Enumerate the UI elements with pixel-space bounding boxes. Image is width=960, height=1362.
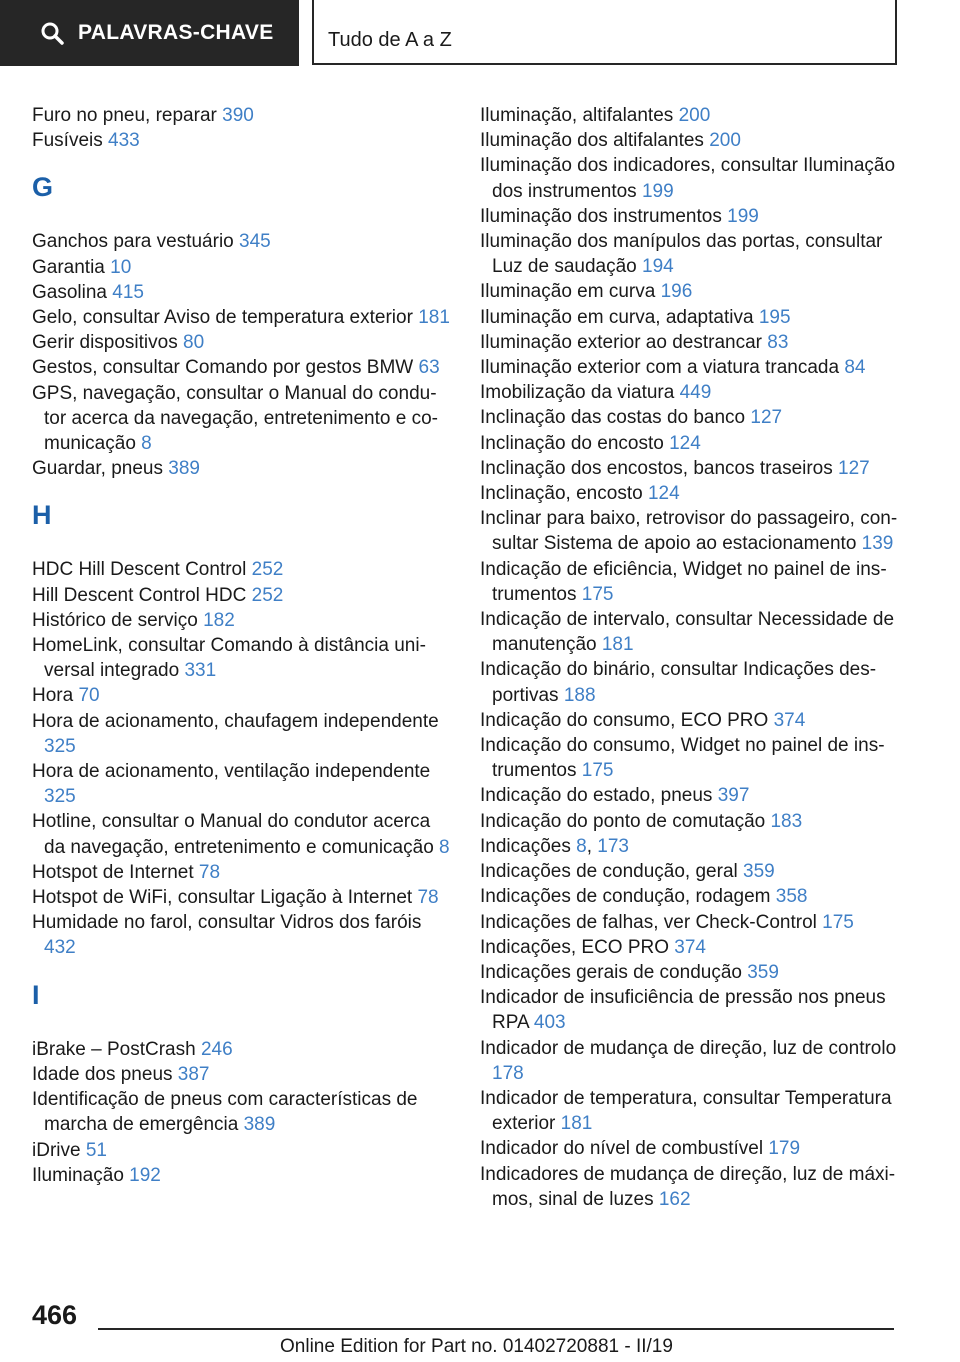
page-link[interactable]: 173 [597, 835, 629, 857]
page-number: 466 [32, 1300, 78, 1330]
index-entry [32, 557, 452, 582]
index-entry [480, 431, 910, 456]
page-link[interactable]: 196 [660, 281, 693, 303]
entry-text: Hora de acionamento, ventilação independente [32, 761, 431, 783]
page-link[interactable]: 359 [747, 961, 779, 983]
index-entry [480, 1036, 910, 1086]
page-link[interactable]: 199 [641, 180, 674, 202]
separator: , [586, 835, 598, 857]
index-entry [32, 381, 452, 457]
entry-text: Indicador do nível de combustível [480, 1138, 769, 1160]
page-link[interactable]: 181 [560, 1113, 593, 1135]
entry-text: Inclinação do encosto [480, 432, 670, 454]
index-entry [32, 305, 452, 330]
index-entry [32, 1163, 452, 1188]
index-entry [480, 1086, 910, 1136]
top-navigation [0, 0, 960, 66]
entry-text: Iluminação dos altifalantes [480, 130, 710, 152]
index-entry [480, 557, 910, 607]
entry-text: Inclinação, encosto [480, 483, 648, 505]
entry-text: Gelo, consultar Aviso de temperatura exterior [32, 307, 419, 329]
page-link[interactable]: 389 [243, 1114, 276, 1136]
index-column-left [32, 103, 452, 1188]
index-entry [480, 809, 910, 834]
page-link[interactable]: 83 [767, 331, 789, 353]
page-link[interactable]: 175 [581, 760, 614, 782]
page-link[interactable]: 374 [674, 936, 706, 958]
entry-text: Indicação do estado, pneus [480, 785, 718, 807]
index-entry [32, 1062, 452, 1087]
index-entry [32, 128, 452, 153]
entry-text: Gestos, consultar Comando por gestos BMW [32, 357, 419, 379]
page-link[interactable]: 325 [44, 735, 76, 757]
entry-text: Fusíveis [32, 130, 109, 152]
index-entry [32, 860, 452, 885]
tab-keywords[interactable] [0, 0, 299, 66]
page-link[interactable]: 403 [533, 1012, 566, 1034]
index-entry [480, 481, 910, 506]
index-entry [32, 759, 452, 809]
page-link[interactable]: 195 [758, 306, 791, 328]
index-entry [480, 1162, 910, 1212]
index-entry [32, 633, 452, 683]
index-entry [32, 1138, 452, 1163]
entry-text: Hora [32, 685, 79, 707]
page-link[interactable]: 78 [417, 887, 439, 909]
entry-text: Indicação do consumo, ECO PRO [480, 709, 774, 731]
page-link[interactable]: 162 [658, 1188, 691, 1210]
index-entry [32, 709, 452, 759]
page-link[interactable]: 325 [44, 786, 76, 808]
entry-text: GPS, navegação, consultar o Manual do condutor acerca da navegação, entretenimento e comunicação [32, 382, 438, 455]
entry-text: Iluminação em curva [480, 281, 661, 303]
index-entry [32, 255, 452, 280]
entry-text: Hotline, consultar o Manual do condutor acerca da navegação, entretenimento e comunicação [32, 811, 440, 858]
entry-text: Gerir dispositivos [32, 332, 183, 354]
index-entry [480, 884, 910, 909]
entry-text: Ganchos para vestuário [32, 231, 240, 253]
page-link[interactable]: 124 [647, 483, 680, 505]
index-entry [480, 834, 910, 859]
section-letter: G [32, 172, 54, 203]
entry-text: Iluminação [32, 1164, 130, 1186]
index-entry [480, 380, 910, 405]
page-link[interactable]: 246 [200, 1038, 233, 1060]
entry-text: Indicação de eficiência, Widget no painel de instrumentos [480, 558, 887, 605]
page-link[interactable]: 124 [669, 432, 701, 454]
entry-text: Indicador de temperatura, consultar Temperatura exterior [480, 1087, 892, 1135]
page-link[interactable]: 397 [717, 785, 750, 807]
entry-text: Gasolina [32, 281, 113, 303]
entry-text: Imobilização da viatura [480, 382, 680, 404]
index-entry [32, 1037, 452, 1062]
entry-text: Indicações de condução, geral [480, 861, 744, 883]
tab-a-to-z-label: Tudo de A a Z [328, 29, 452, 51]
entry-text: Indicador de mudança de direção, luz de controlo [480, 1037, 897, 1059]
page-link[interactable]: 200 [678, 105, 711, 126]
page-link[interactable]: 8 [576, 835, 587, 857]
page-link[interactable]: 415 [112, 281, 144, 303]
index-entry [480, 103, 910, 128]
entry-text: Inclinar para baixo, retrovisor do passageiro, consultar Sistema de apoio ao estacionamento [480, 508, 898, 555]
index-entry [480, 153, 910, 203]
entry-text: Indicações, ECO PRO [480, 936, 675, 958]
index-entry [480, 305, 910, 330]
index-entry [32, 456, 452, 481]
page-link[interactable]: 178 [492, 1062, 524, 1084]
entry-text: Inclinação dos encostos, bancos traseiros [480, 457, 839, 479]
entry-text: Indicação do ponto de comutação [480, 810, 771, 832]
entry-text: Hill Descent Control HDC [32, 584, 252, 606]
index-entry [32, 885, 452, 910]
page-link[interactable]: 449 [679, 382, 712, 404]
entry-text: Iluminação dos manípulos das portas, consultar Luz de saudação [480, 231, 883, 278]
page-link[interactable]: 175 [822, 911, 854, 933]
index-column-right [480, 103, 910, 1212]
page-link[interactable]: 389 [168, 458, 200, 480]
index-entry [480, 229, 910, 279]
entry-text: Iluminação, altifalantes [480, 105, 679, 126]
entry-text: Indicação do consumo, Widget no painel de instrumentos [480, 735, 885, 782]
index-entry [480, 935, 910, 960]
page-link[interactable]: 181 [601, 634, 634, 656]
entry-text: iBrake – PostCrash [32, 1038, 201, 1060]
page-link[interactable]: 345 [239, 231, 271, 253]
index-entry [480, 204, 910, 229]
entry-text: Idade dos pneus [32, 1063, 178, 1085]
page-link[interactable]: 199 [727, 205, 759, 227]
entry-text: Humidade no farol, consultar Vidros dos faróis [32, 912, 422, 934]
entry-text: Indicações de falhas, ver Check-Control [480, 911, 823, 933]
index-entry [480, 960, 910, 985]
entry-text: Indicações [480, 835, 577, 857]
entry-text: Indicador de insuficiência de pressão nos pneus RPA [480, 987, 886, 1034]
index-entry [32, 910, 452, 960]
index-entry [480, 355, 910, 380]
page-link[interactable]: 192 [129, 1164, 161, 1186]
index-entry [480, 279, 910, 304]
index-entry [480, 783, 910, 808]
entry-text: Iluminação em curva, adaptativa [480, 306, 759, 328]
index-entry [32, 330, 452, 355]
page-link[interactable]: 63 [418, 357, 440, 379]
index-entry [32, 1087, 452, 1137]
page-link[interactable]: 183 [770, 810, 803, 832]
index-entry [480, 506, 910, 556]
tab-a-to-z[interactable] [312, 0, 897, 65]
entry-text: Indicação de intervalo, consultar Necessidade de manutenção [480, 609, 895, 656]
index-entry [32, 355, 452, 380]
entry-text: Garantia [32, 256, 111, 278]
page-link[interactable]: 8 [439, 836, 450, 858]
page-link[interactable]: 331 [184, 660, 217, 682]
page-link[interactable]: 84 [844, 357, 866, 379]
index-entry [32, 103, 452, 128]
entry-text: Indicações de condução, rodagem [480, 886, 776, 908]
section-letter: H [32, 500, 52, 531]
index-entry [32, 229, 452, 254]
entry-text: HomeLink, consultar Comando à distância universal integrado [32, 635, 426, 682]
page-link[interactable]: 70 [78, 685, 100, 707]
tab-keywords-label: PALAVRAS-CHAVE [78, 21, 274, 44]
entry-text: Indicadores de mudança de direção, luz de máximos, sinal de luzes [480, 1163, 896, 1210]
page-link[interactable]: 374 [773, 709, 806, 731]
page-link[interactable]: 51 [85, 1139, 107, 1161]
page-link[interactable]: 127 [750, 407, 783, 429]
index-entry [32, 608, 452, 633]
index-entry [480, 859, 910, 884]
index-entry [32, 583, 452, 608]
index-entry [32, 280, 452, 305]
index-entry [480, 733, 910, 783]
entry-text: Histórico de serviço [32, 609, 204, 631]
entry-text: iDrive [32, 1139, 86, 1161]
edition-note: Online Edition for Part no. 01402720881 - II/19 [280, 1336, 673, 1357]
page-link[interactable]: 175 [581, 583, 614, 605]
entry-text: Hora de acionamento, chaufagem independente [32, 710, 439, 732]
index-entry [480, 607, 910, 657]
index-entry [32, 809, 452, 859]
page-link[interactable]: 127 [838, 457, 870, 479]
entry-text: Guardar, pneus [32, 458, 169, 480]
page-link[interactable]: 10 [110, 256, 132, 278]
index-entry [480, 128, 910, 153]
section-letter: I [32, 979, 40, 1010]
entry-text: Hotspot de WiFi, consultar Ligação à Internet [32, 887, 418, 909]
search-icon [40, 21, 64, 45]
index-entry [480, 1136, 910, 1161]
page-link[interactable]: 194 [642, 256, 674, 278]
index-entry [32, 683, 452, 708]
entry-text: Furo no pneu, reparar [32, 105, 223, 126]
index-entry [480, 456, 910, 481]
entry-text: Iluminação dos indicadores, consultar Iluminação dos instrumentos [480, 155, 896, 202]
page-link[interactable]: 252 [251, 559, 284, 581]
entry-text: Identificação de pneus com características de marcha de emergência [32, 1089, 418, 1136]
page-link[interactable]: 181 [418, 307, 450, 329]
entry-text: Iluminação exterior com a viatura trancada [480, 357, 845, 379]
entry-text: Hotspot de Internet [32, 861, 199, 883]
entry-text: Indicações gerais de condução [480, 961, 748, 983]
page-link[interactable]: 387 [177, 1063, 210, 1085]
page-link[interactable]: 433 [108, 130, 140, 152]
page-link[interactable]: 78 [198, 861, 221, 883]
entry-text: Inclinação das costas do banco [480, 407, 751, 429]
index-entry [480, 910, 910, 935]
page-link[interactable]: 200 [709, 130, 741, 152]
page-link[interactable]: 182 [203, 609, 235, 631]
page-link[interactable]: 179 [768, 1138, 801, 1160]
index-entry [480, 708, 910, 733]
page-link[interactable]: 359 [743, 861, 775, 883]
page-link[interactable]: 139 [861, 533, 894, 555]
page-link[interactable]: 390 [222, 105, 254, 126]
page-link[interactable]: 188 [563, 684, 596, 706]
index-entry [480, 657, 910, 707]
index-entry [480, 985, 910, 1035]
entry-text: Iluminação exterior ao destrancar [480, 331, 768, 353]
index-entry [480, 330, 910, 355]
page-link[interactable]: 252 [251, 584, 284, 606]
entry-text: Indicação do binário, consultar Indicações desportivas [480, 659, 877, 706]
footer-divider [98, 1328, 894, 1330]
page-link[interactable]: 80 [183, 332, 205, 354]
entry-text: Iluminação dos instrumentos [480, 205, 728, 227]
entry-text: HDC Hill Descent Control [32, 559, 252, 581]
page-link[interactable]: 358 [775, 886, 808, 908]
index-entry [480, 405, 910, 430]
page-link[interactable]: 8 [141, 433, 152, 455]
page-link[interactable]: 432 [44, 937, 76, 959]
